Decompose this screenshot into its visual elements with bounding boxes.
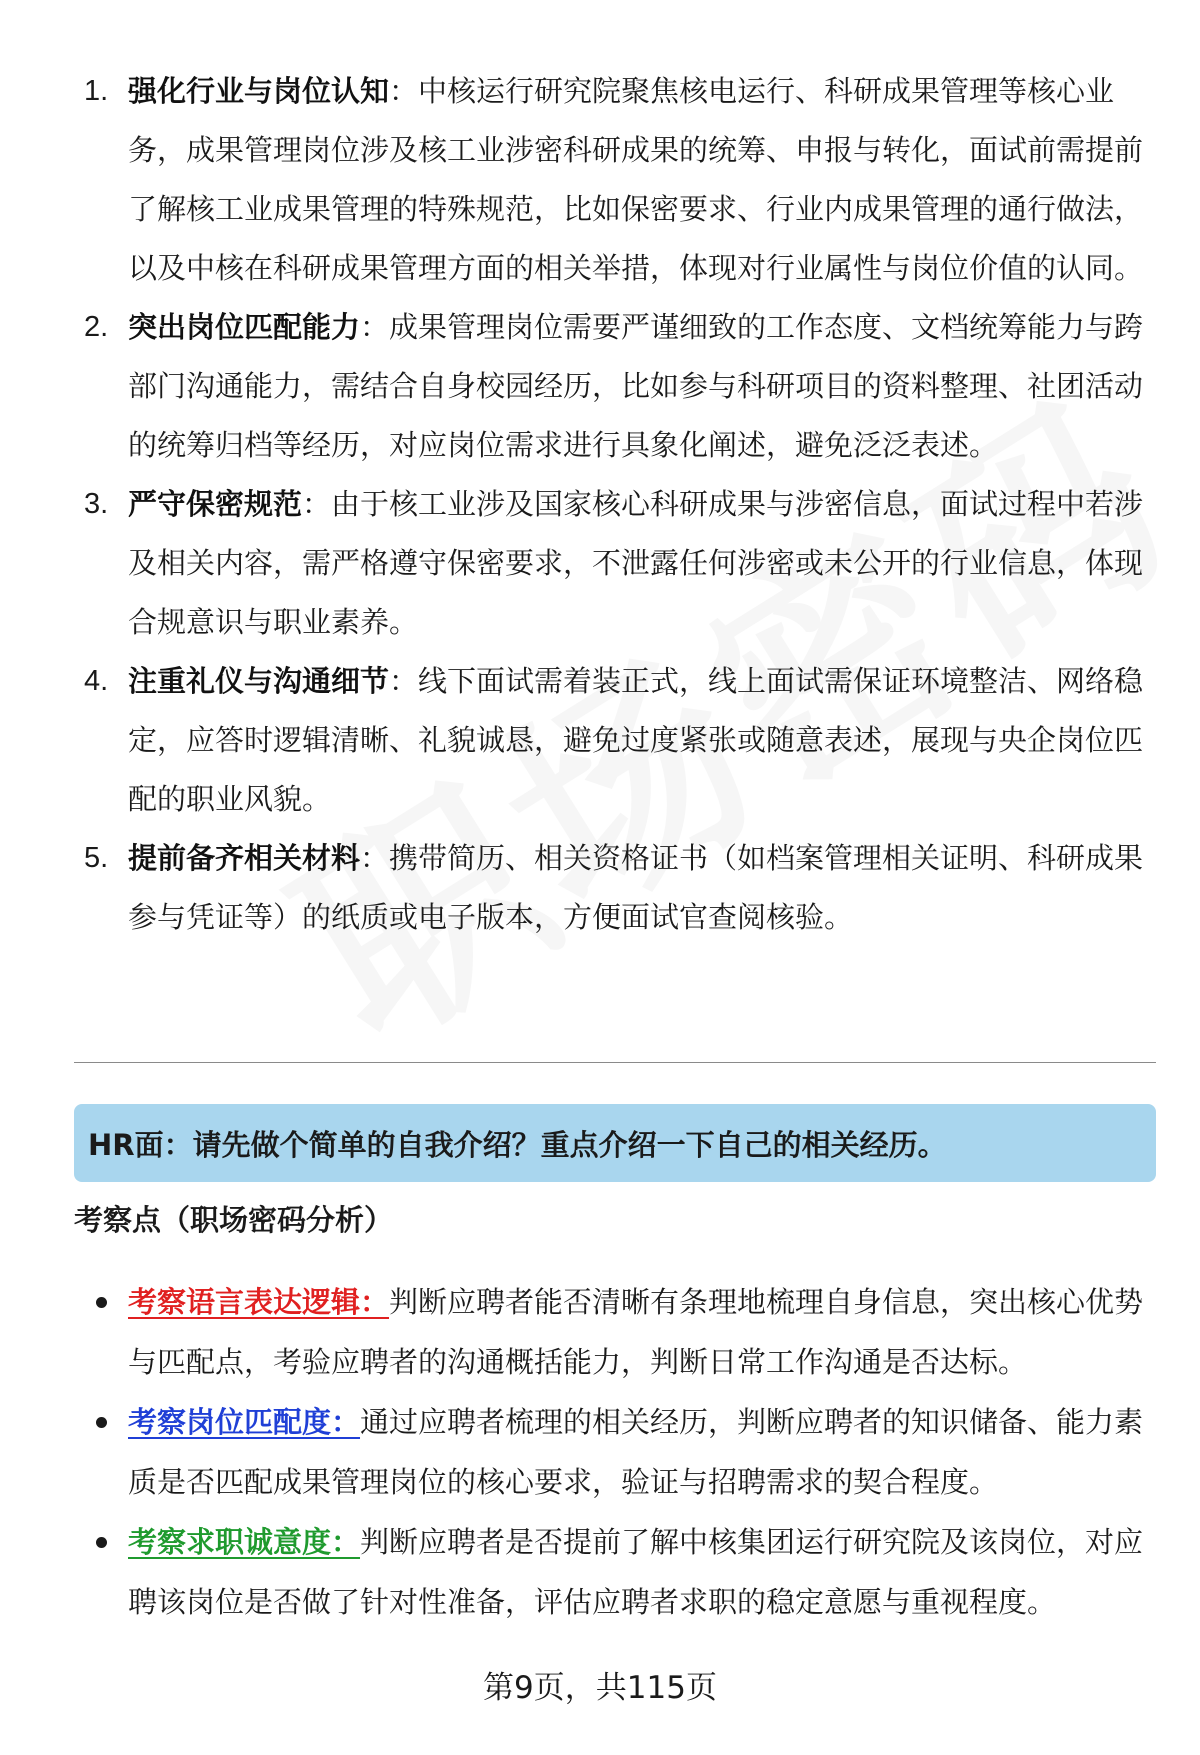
assessment-points-list: [0, 1272, 1200, 1632]
tip-title: 严守保密规范: [128, 487, 303, 521]
tip-number: 1.: [84, 75, 109, 107]
assessment-point: [0, 1272, 1200, 1392]
assessment-point: [0, 1392, 1200, 1512]
tip-number: 4.: [84, 665, 109, 697]
point-label: 考察语言表达逻辑：: [128, 1285, 390, 1319]
tip-item: [0, 475, 1200, 652]
point-text: 判断应聘者是否提前了解中核集团运行研究院及该岗位，对应聘该岗位是否做了针对性准备，评估应聘者求职的稳定意愿与重视程度。: [128, 1525, 1144, 1619]
tip-number: 5.: [84, 842, 109, 874]
tip-item: [0, 829, 1200, 947]
tip-text: ：线下面试需着装正式，线上面试需保证环境整洁、网络稳定，应答时逻辑清晰、礼貌诚恳，避免过度紧张或随意表述，展现与央企岗位匹配的职业风貌。: [128, 664, 1144, 816]
tip-title: 突出岗位匹配能力: [128, 310, 361, 344]
tip-text: ：中核运行研究院聚焦核电运行、科研成果管理等核心业务，成果管理岗位涉及核工业涉密科研成果的统筹、申报与转化，面试前需提前了解核工业成果管理的特殊规范，比如保密要求、行业内成果管理的通行做法，以及中核在科研成果管理方面的相关举措，体现对行业属性与岗位价值的认同。: [128, 74, 1144, 285]
tip-item: [0, 652, 1200, 829]
point-label: 考察岗位匹配度：: [128, 1405, 361, 1439]
page-footer: 第9页，共115页: [483, 1670, 717, 1706]
point-text: 通过应聘者梳理的相关经历，判断应聘者的知识储备、能力素质是否匹配成果管理岗位的核心要求，验证与招聘需求的契合程度。: [128, 1405, 1144, 1499]
tip-text: ：携带简历、相关资格证书（如档案管理相关证明、科研成果参与凭证等）的纸质或电子版本，方便面试官查阅核验。: [128, 841, 1144, 934]
bullet-icon: [96, 1297, 107, 1308]
tip-number: 2.: [84, 311, 109, 343]
interview-question: HR面：请先做个简单的自我介绍？重点介绍一下自己的相关经历。: [88, 1127, 947, 1162]
point-text: 判断应聘者能否清晰有条理地梳理自身信息，突出核心优势与匹配点，考验应聘者的沟通概括能力，判断日常工作沟通是否达标。: [128, 1285, 1144, 1379]
bullet-icon: [96, 1537, 107, 1548]
tip-text: ：由于核工业涉及国家核心科研成果与涉密信息，面试过程中若涉及相关内容，需严格遵守保密要求，不泄露任何涉密或未公开的行业信息，体现合规意识与职业素养。: [128, 487, 1144, 639]
bullet-icon: [96, 1417, 107, 1428]
tip-item: [0, 62, 1200, 298]
tips-list: [0, 62, 1200, 947]
section-divider: [74, 1062, 1156, 1063]
tip-text: ：成果管理岗位需要严谨细致的工作态度、文档统筹能力与跨部门沟通能力，需结合自身校园经历，比如参与科研项目的资料整理、社团活动的统筹归档等经历，对应岗位需求进行具象化阐述，避免泛泛表述。: [128, 310, 1144, 462]
assessment-point: [0, 1512, 1200, 1632]
point-label: 考察求职诚意度：: [128, 1525, 361, 1559]
tip-title: 提前备齐相关材料: [128, 841, 361, 875]
analysis-heading: 考察点（职场密码分析）: [74, 1203, 394, 1237]
interview-question-box: [74, 1104, 1156, 1182]
tip-item: [0, 298, 1200, 475]
tip-number: 3.: [84, 488, 109, 520]
tip-title: 注重礼仪与沟通细节: [128, 664, 390, 698]
tip-title: 强化行业与岗位认知: [128, 74, 390, 108]
